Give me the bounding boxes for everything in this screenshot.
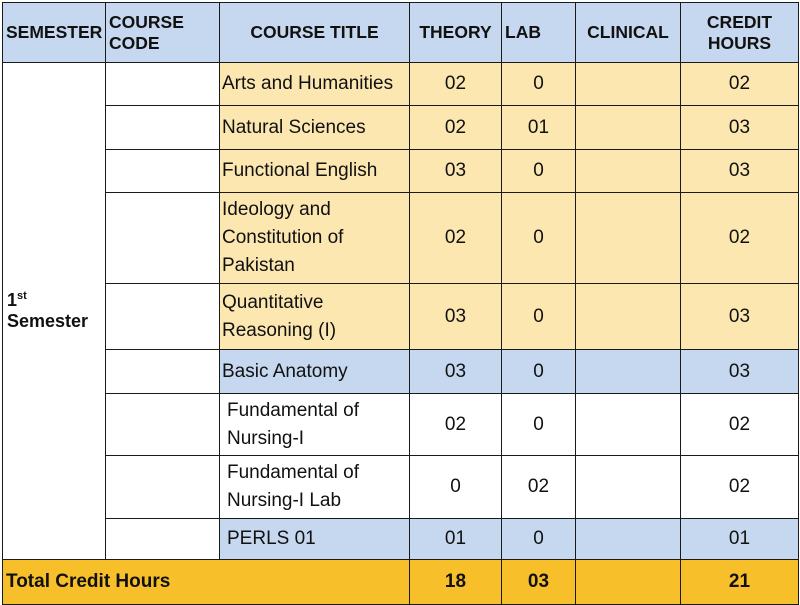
header-course-code-line2: CODE bbox=[109, 32, 160, 53]
header-row bbox=[3, 3, 799, 63]
credit-cell: 03 bbox=[681, 150, 799, 193]
semester-suffix: st bbox=[17, 290, 27, 302]
lab-cell: 0 bbox=[502, 63, 576, 106]
credit-cell: 02 bbox=[681, 394, 799, 456]
total-lab: 03 bbox=[502, 560, 576, 605]
total-credit: 21 bbox=[681, 560, 799, 605]
table-row bbox=[3, 150, 799, 193]
header-clinical: CLINICAL bbox=[576, 3, 681, 63]
course-code-cell bbox=[106, 150, 220, 193]
course-title-cell bbox=[220, 519, 410, 560]
course-title-line: Nursing-I Lab bbox=[227, 490, 342, 511]
header-credit-hours bbox=[681, 3, 799, 63]
table-row bbox=[3, 106, 799, 150]
course-title-line: Fundamental of bbox=[227, 399, 360, 421]
course-code-cell bbox=[106, 106, 220, 150]
course-title-line: Basic Anatomy bbox=[222, 360, 348, 382]
table-row bbox=[3, 193, 799, 284]
table-row bbox=[3, 350, 799, 394]
total-row bbox=[3, 560, 799, 605]
course-title-line: Ideology and bbox=[222, 199, 331, 220]
theory-cell: 02 bbox=[410, 193, 502, 284]
table-row bbox=[3, 519, 799, 560]
clinical-cell bbox=[576, 394, 681, 456]
course-title-line: Functional English bbox=[222, 160, 378, 181]
course-title-line: Reasoning (I) bbox=[222, 319, 337, 341]
lab-cell: 0 bbox=[502, 150, 576, 193]
theory-cell: 02 bbox=[410, 394, 502, 456]
table-row bbox=[3, 284, 799, 350]
credit-cell: 02 bbox=[681, 63, 799, 106]
theory-cell: 03 bbox=[410, 150, 502, 193]
header-course-title: COURSE TITLE bbox=[220, 3, 410, 63]
course-title-cell bbox=[220, 63, 410, 106]
course-code-cell bbox=[106, 350, 220, 394]
course-title-cell bbox=[220, 394, 410, 456]
course-title-line: Fundamental of bbox=[227, 462, 360, 483]
header-credit-line2: HOURS bbox=[707, 32, 772, 53]
theory-cell: 0 bbox=[410, 456, 502, 519]
header-course-code-line1: COURSE bbox=[109, 11, 184, 32]
theory-cell: 02 bbox=[410, 106, 502, 150]
curriculum-table bbox=[2, 2, 799, 605]
lab-cell: 0 bbox=[502, 350, 576, 394]
semester-number: 1 bbox=[7, 290, 18, 310]
course-title-line: Quantitative bbox=[222, 291, 324, 313]
course-title-cell bbox=[220, 150, 410, 193]
clinical-cell bbox=[576, 350, 681, 394]
lab-cell: 01 bbox=[502, 106, 576, 150]
lab-cell: 0 bbox=[502, 284, 576, 350]
clinical-cell bbox=[576, 519, 681, 560]
theory-cell: 02 bbox=[410, 63, 502, 106]
lab-cell: 0 bbox=[502, 394, 576, 456]
credit-cell: 03 bbox=[681, 350, 799, 394]
course-title-cell bbox=[220, 193, 410, 284]
course-title-cell bbox=[220, 106, 410, 150]
header-semester: SEMESTER bbox=[3, 3, 106, 63]
clinical-cell bbox=[576, 456, 681, 519]
header-credit-line1: CREDIT bbox=[706, 11, 773, 32]
semester-cell bbox=[3, 63, 106, 560]
clinical-cell bbox=[576, 150, 681, 193]
credit-cell: 02 bbox=[681, 456, 799, 519]
credit-cell: 03 bbox=[681, 284, 799, 350]
course-code-cell bbox=[106, 63, 220, 106]
course-code-cell bbox=[106, 456, 220, 519]
course-title-line: PERLS 01 bbox=[227, 528, 316, 549]
course-title-line: Constitution of bbox=[222, 227, 344, 248]
course-code-cell bbox=[106, 519, 220, 560]
clinical-cell bbox=[576, 284, 681, 350]
course-title-cell bbox=[220, 284, 410, 350]
lab-cell: 0 bbox=[502, 193, 576, 284]
course-code-cell bbox=[106, 394, 220, 456]
semester-label: Semester bbox=[7, 311, 89, 331]
lab-cell: 0 bbox=[502, 519, 576, 560]
course-code-cell bbox=[106, 193, 220, 284]
course-title-cell bbox=[220, 350, 410, 394]
table-row bbox=[3, 394, 799, 456]
theory-cell: 03 bbox=[410, 350, 502, 394]
table-row bbox=[3, 456, 799, 519]
lab-cell: 02 bbox=[502, 456, 576, 519]
header-course-code bbox=[106, 3, 220, 63]
course-title-line: Natural Sciences bbox=[222, 116, 366, 138]
credit-cell: 03 bbox=[681, 106, 799, 150]
header-lab: LAB bbox=[502, 3, 576, 63]
course-title-line: Pakistan bbox=[222, 255, 295, 276]
clinical-cell bbox=[576, 63, 681, 106]
course-code-cell bbox=[106, 284, 220, 350]
table-row bbox=[3, 63, 799, 106]
clinical-cell bbox=[576, 106, 681, 150]
credit-cell: 02 bbox=[681, 193, 799, 284]
total-label: Total Credit Hours bbox=[3, 560, 410, 605]
theory-cell: 01 bbox=[410, 519, 502, 560]
credit-cell: 01 bbox=[681, 519, 799, 560]
header-theory: THEORY bbox=[410, 3, 502, 63]
course-title-line: Arts and Humanities bbox=[222, 73, 394, 94]
clinical-cell bbox=[576, 193, 681, 284]
course-title-cell bbox=[220, 456, 410, 519]
total-clinical bbox=[576, 560, 681, 605]
course-title-line: Nursing-I bbox=[227, 427, 305, 449]
total-theory: 18 bbox=[410, 560, 502, 605]
table-body bbox=[3, 63, 799, 605]
theory-cell: 03 bbox=[410, 284, 502, 350]
